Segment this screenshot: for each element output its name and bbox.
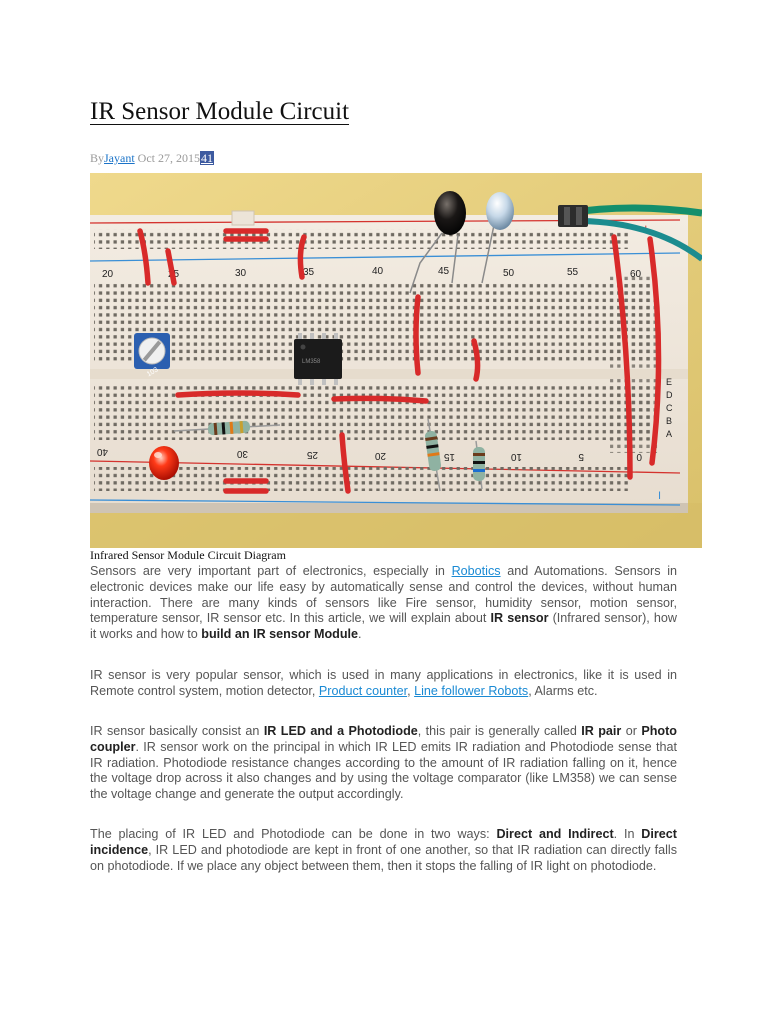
- image-caption: Infrared Sensor Module Circuit Diagram: [90, 548, 286, 562]
- svg-text:I: I: [658, 490, 662, 502]
- paragraph-components: [90, 724, 677, 803]
- board-number: 25: [306, 449, 318, 460]
- text-span: (Infrared sensor), how it works and how to: [90, 611, 677, 642]
- text-span: , this pair is generally called: [417, 724, 582, 738]
- board-number: 50: [503, 268, 515, 279]
- text-span: The placing of IR LED and Photodiode can be done in two ways:: [90, 827, 497, 841]
- text-span: .: [358, 627, 362, 642]
- bold-text: IR sensor: [490, 611, 549, 626]
- bold-text: Direct and Indirect: [496, 827, 614, 841]
- byline: [90, 151, 214, 166]
- board-number: 25: [168, 269, 180, 280]
- line-follower-link[interactable]: Line follower Robots: [414, 683, 529, 698]
- board-number: 30: [236, 448, 248, 459]
- board-number: 55: [567, 267, 579, 278]
- breadboard-illustration: [90, 173, 702, 548]
- text-span: , Alarms etc.: [528, 683, 598, 698]
- text-span: , IR LED and photodiode are kept in front of one another, so that IR radiation can directly falls on photodiode. If we place any object between them, then it stops the falling of IR light on photodiode.: [90, 842, 677, 873]
- text-span: or: [621, 724, 642, 738]
- board-number: 40: [96, 446, 108, 457]
- board-number: 20: [374, 450, 386, 461]
- board-number: 45: [438, 266, 450, 277]
- bold-text: Photo coupler: [90, 724, 677, 754]
- bold-text: IR pair: [581, 724, 622, 738]
- post-date: Oct 27, 2015: [134, 151, 200, 165]
- comment-count-link[interactable]: 41: [201, 151, 213, 165]
- author-link[interactable]: Jayant: [104, 151, 135, 165]
- text-span: IR sensor basically consist an: [90, 724, 264, 738]
- product-counter-link[interactable]: Product counter: [318, 683, 408, 698]
- text-span: . IR sensor work on the principal in which IR LED emits IR radiation and Photodiode sense that IR radiation. Photodiode resistance changes according to the amount of IR radiation falling on it, hence the voltage drop across it also changes and by using the voltage comparator (like LM358) we can sense the voltage change and generate the output accordingly.: [90, 739, 677, 802]
- paragraph-applications: [90, 668, 677, 700]
- board-number: 35: [303, 267, 315, 278]
- text-span: ,: [407, 683, 415, 698]
- svg-text:+: +: [642, 221, 650, 236]
- board-number: 10: [510, 451, 522, 462]
- board-number: 15: [443, 451, 455, 462]
- breadboard-photo: [90, 173, 702, 548]
- text-span: Sensors are very important part of electronics, especially in: [90, 564, 452, 578]
- board-number: 5: [578, 451, 584, 462]
- pot-marking: 103: [145, 366, 160, 379]
- board-number: 0: [636, 451, 642, 462]
- board-letter: C: [666, 403, 673, 413]
- board-letter: B: [666, 416, 673, 426]
- text-span: IR sensor is very popular sensor, which is used in many applications in electronics, like it is used in Remote control system, motion detector,: [90, 668, 677, 698]
- article-title: IR Sensor Module Circuit: [90, 98, 350, 125]
- robotics-link[interactable]: Robotics: [451, 564, 501, 578]
- paragraph-intro: [90, 564, 677, 643]
- text-span: . In: [613, 827, 642, 841]
- ic-marking: LM358: [302, 359, 321, 365]
- bold-text: IR LED and a Photodiode: [263, 724, 418, 738]
- board-number: 40: [372, 266, 384, 277]
- board-letter: A: [666, 429, 673, 439]
- paragraph-placement: [90, 827, 677, 874]
- text-span: and Automations. Sensors in electronic devices make our life easy by automatically sense and control the devices, without human interaction. There are many kinds of sensors like Fire sensor, humidity sensor, motion sensor, temperature sensor, IR sensor etc. In this article, we will explain about: [90, 564, 677, 626]
- board-number: 20: [102, 269, 114, 280]
- bold-text: Direct incidence: [90, 827, 677, 857]
- board-number: 60: [630, 269, 642, 280]
- board-letter: D: [666, 390, 673, 400]
- board-letter: E: [666, 377, 673, 387]
- board-number: 30: [235, 268, 247, 279]
- bold-text: build an IR sensor Module: [201, 627, 359, 642]
- byline-prefix: By: [90, 151, 105, 165]
